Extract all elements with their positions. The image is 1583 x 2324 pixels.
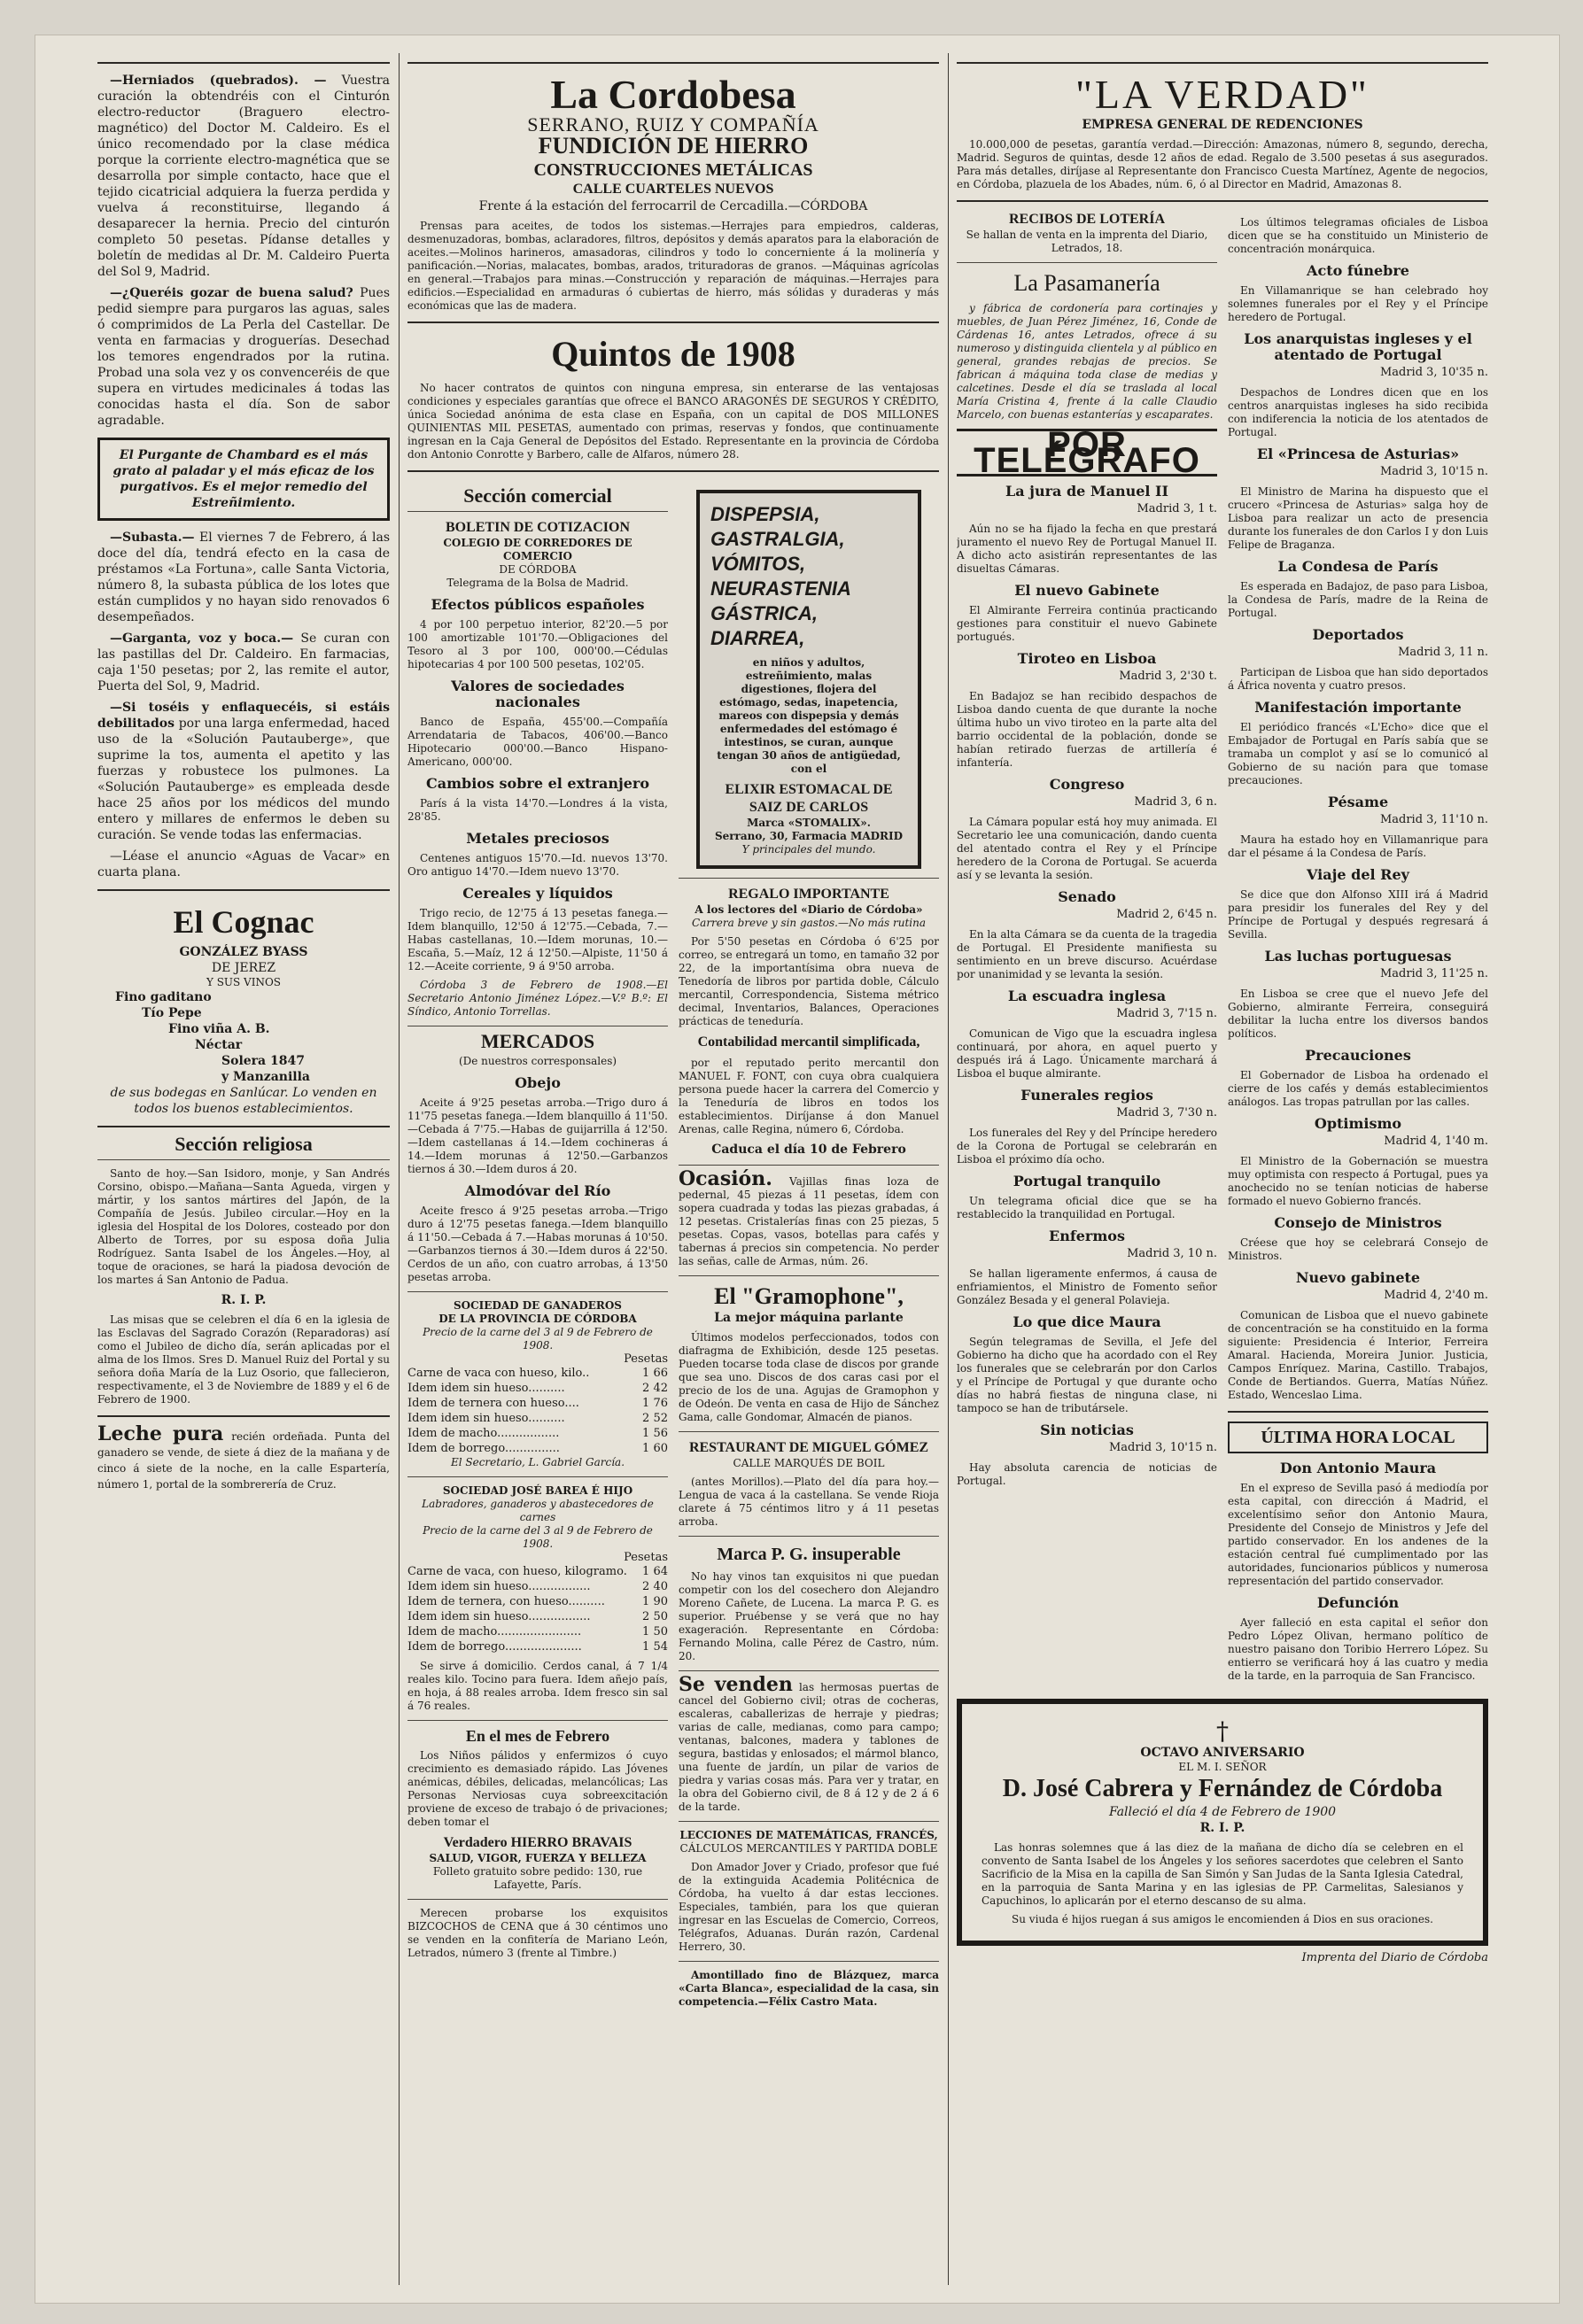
divider xyxy=(407,470,939,472)
price-value: 2 52 xyxy=(642,1412,668,1425)
divider xyxy=(97,1415,390,1417)
price-item: Idem idem sin hueso.......... xyxy=(407,1382,565,1395)
ganaderos-secretario: El Secretario, L. Gabriel García. xyxy=(450,1456,625,1468)
febrero-product: Verdadero HIERRO BRAVAIS xyxy=(443,1835,632,1850)
telegrafo-head: Senado xyxy=(1058,888,1116,905)
price-value: 1 66 xyxy=(642,1367,668,1380)
venden-title: Se venden xyxy=(679,1673,793,1696)
telegrafo-item xyxy=(957,1088,1217,1166)
price-value: 1 50 xyxy=(642,1625,668,1638)
telegrafo-head: Precauciones xyxy=(1305,1047,1411,1064)
divider xyxy=(1228,1411,1488,1413)
telegrafo-text: En Villamanrique se han celebrado hoy solemnes funerales por el Rey y el Príncipe heredero de Portugal. xyxy=(1228,284,1488,323)
price-item: Idem de macho................. xyxy=(407,1427,560,1440)
telegrafo-head: La escuadra inglesa xyxy=(1007,988,1167,1004)
ads-subcolumn xyxy=(679,481,939,2014)
ganaderos-title1: SOCIEDAD DE GANADEROS xyxy=(454,1299,622,1312)
telegrafo-head: Las luchas portuguesas xyxy=(1264,948,1452,964)
loteria-body: Se hallan de venta en la imprenta del Diario, Letrados, 18. xyxy=(966,229,1208,254)
divider xyxy=(407,511,668,512)
vacar-note: —Léase el anuncio «Aguas de Vacar» en cuarta plana. xyxy=(97,849,390,879)
salud-body: Pues pedid siempre para purgaros las aguas, sales ó comprimidos de La Perla del Castellar. De venta en farmacias y droguerías. Desechad los temores engendrados por la rutina. Probad una sola vez y os convenceréis de que supera en virtudes medicinales á todas las conocidas hasta el día. Son de sabor agradable. xyxy=(97,286,390,428)
cambios-body: París á la vista 14'70.—Londres á la vista, 28'85. xyxy=(407,797,668,823)
price-row xyxy=(407,1564,668,1579)
telegrafo-date: Madrid 3, 10 n. xyxy=(1127,1247,1217,1260)
divider xyxy=(407,321,939,323)
left-column xyxy=(97,53,390,2285)
telegrafo-head: Manifestación importante xyxy=(1254,699,1462,716)
mercados-title: MERCADOS xyxy=(480,1030,595,1052)
cognac-list xyxy=(97,989,390,1085)
price-item: Idem de borrego..................... xyxy=(407,1640,582,1654)
telegrafo-item xyxy=(957,988,1217,1081)
cordobesa-body: Prensas para aceites, de todos los sistemas.—Herrajes para empiedros, calderas, desmenuzadoras, bombas, aclaradores, filtros, depósitos y demás aparatos para la elaboración de aceites.—Molinos harineros, amasadoras, cilindros y todo lo concerniente á la molinería y panificación.—Norias, malacates, bombas, arados, trituradoras de granos. —Máquinas agrícolas en general.—Trabajos para minas.—Construcción y reparación de máquinas.—Herrajes para edificios.—Especialidad en armaduras ó cubiertas de hierro, más sólidas y duraderas y más económicas que las de madera. xyxy=(407,220,939,312)
cognac-city: DE JEREZ xyxy=(211,961,276,975)
marca-title: Marca P. G. insuperable xyxy=(717,1545,901,1564)
divider xyxy=(407,1476,668,1477)
leche-title: Leche pura xyxy=(97,1422,224,1445)
cordobesa-line4: Frente á la estación del ferrocarril de Cercadilla.—CÓRDOBA xyxy=(478,199,868,213)
telegrafo-head: El «Princesa de Asturias» xyxy=(1256,445,1460,462)
ocasion-title: Ocasión. xyxy=(679,1167,772,1190)
telegrafo-text: En Lisboa se cree que el nuevo Jefe del Gobierno, almirante Ferreira, conseguirá debilitar la lucha entre los diversos bandos políticos. xyxy=(1228,988,1488,1040)
middle-subcolumns xyxy=(407,481,939,2014)
cognac-wine: Fino gaditano xyxy=(115,990,212,1004)
ganaderos-title2: DE LA PROVINCIA DE CÓRDOBA xyxy=(438,1313,637,1325)
price-value: 1 56 xyxy=(642,1427,668,1440)
venden-body: las hermosas puertas de cancel del Gobierno civil; otras de cocheras, escaleras, caballerizas de herraje y piedras; varias de calle, medianas, como para campo; ventanas, balcones, madera y tablones de segura, bastidas y enlosados; el mármol blanco, una fuente de jardín, un pilar de varios de piedra y varias cosas más. Para ver y tratar, en la obra del Gobierno civil, de 8 á 12 y de 2 á 6 de la tarde. xyxy=(679,1681,939,1813)
colegio-city: DE CÓRDOBA xyxy=(499,563,577,576)
telegrafo-text: El periódico francés «L'Echo» dice que el Embajador de Portugal en París sabía que se tramaba un complot y así se lo comunicó al Gobierno de su nación para que tomase precauciones. xyxy=(1228,721,1488,786)
telegrafo-item xyxy=(957,777,1217,882)
column-rule xyxy=(948,53,949,2285)
telegrafo-head: Congreso xyxy=(1049,776,1125,793)
defuncion-title: Defunción xyxy=(1316,1594,1400,1611)
telegrafo-date: Madrid 3, 2'30 t. xyxy=(1119,670,1217,683)
matematicas-body: Don Amador Jover y Criado, profesor que fué de la extinguida Academia Politécnica de Córdoba, ha vuelto á dar estas lecciones. Especiales, también, para los que quieran ingresar en las Escuelas de Comercio, Correos, Telégrafos, Aduanas. Durán razón, Cardenal Herrero, 30. xyxy=(679,1861,939,1953)
contab-title: Contabilidad mercantil simplificada, xyxy=(697,1034,920,1050)
cordobesa-line2: CONSTRUCCIONES METÁLICAS xyxy=(533,160,813,180)
ultima-hora-title: ÚLTIMA HORA LOCAL xyxy=(1228,1422,1488,1453)
purgante-text: El Purgante de Chambard es el más grato al paladar y el más eficaz de los purgativos. Es el mejor remedio del Estreñimiento. xyxy=(113,448,375,510)
telegrafo-head: Acto fúnebre xyxy=(1307,262,1409,279)
ad-line: GASTRALGIA, xyxy=(710,528,845,550)
telegrafo-right-subcolumn xyxy=(1228,211,1488,1688)
telegrafo-text: Créese que hoy se celebrará Consejo de Ministros. xyxy=(1228,1236,1488,1262)
cognac-foot: de sus bodegas en Sanlúcar. Lo venden en todos los buenos establecimientos. xyxy=(110,1086,377,1116)
telegrafo-text: Es esperada en Badajoz, de paso para Lisboa, la Condesa de París, madre de la Reina de Portugal. xyxy=(1228,580,1488,619)
divider xyxy=(407,1720,668,1721)
restaurant-title: RESTAURANT DE MIGUEL GÓMEZ xyxy=(688,1440,929,1455)
price-row xyxy=(407,1381,668,1396)
religiosa-title: Sección religiosa xyxy=(175,1133,313,1155)
comercial-section xyxy=(407,481,668,2014)
verdad-title: "LA VERDAD" xyxy=(1075,72,1370,117)
cognac-wine: Fino viña A. B. xyxy=(168,1022,270,1036)
telegrafo-head: Deportados xyxy=(1312,626,1404,643)
telegrafo-head: Los anarquistas ingleses y el atentado de Portugal xyxy=(1244,330,1472,363)
telegrafo-date: Madrid 3, 1 t. xyxy=(1137,502,1217,515)
divider xyxy=(679,1961,939,1962)
aniversario-name: D. José Cabrera y Fernández de Córdoba xyxy=(1002,1775,1443,1802)
maura-title: Don Antonio Maura xyxy=(1279,1460,1437,1476)
telegrafo-head: La jura de Manuel II xyxy=(1005,483,1169,500)
herniados-title: —Herniados (quebrados). — xyxy=(110,74,327,88)
tosais-body: por una larga enfermedad, haced uso de la «Solución Pautauberge», que suprime la tos, aumenta el apetito y las fuerzas y robustece los pulmones. La «Solución Pautauberge» es empleada desde hace 25 años por los médicos del mundo entero y millares de enfermos le deben su curación. Se vende todas las enfermacias. xyxy=(97,717,390,842)
regalo-sub: A los lectores del «Diario de Córdoba» xyxy=(695,903,923,916)
divider xyxy=(679,1165,939,1166)
divider xyxy=(679,1275,939,1276)
valores-title: Valores de sociedades nacionales xyxy=(451,678,625,710)
regalo-caduca: Caduca el día 10 de Febrero xyxy=(711,1143,906,1157)
marca-body: No hay vinos tan exquisitos ni que puedan competir con los del cosechero don Alejandro Moreno Cañete, de Lucena. La marca P. G. es superior. Pruébense y se verá que no hay exageración. Representante en Córdoba: Fernando Molina, calle Pérez de Castro, núm. 20. xyxy=(679,1570,939,1662)
metales-body: Centenes antiguos 15'70.—Id. nuevos 13'70. Oro antiguo 14'70.—Idem nuevo 13'70. xyxy=(407,852,668,878)
purgante-ad xyxy=(97,438,390,521)
telegrafo-item xyxy=(957,583,1217,644)
dispepsia-ad xyxy=(696,490,921,869)
telegrafo-head: Funerales regios xyxy=(1020,1087,1153,1104)
telegrafo-date: Madrid 3, 11'10 n. xyxy=(1379,813,1488,826)
middle-column xyxy=(407,53,939,2285)
telegrafo-date: Madrid 4, 2'40 m. xyxy=(1384,1289,1488,1302)
divider xyxy=(957,200,1488,202)
leche-body: recién ordeñada. Punta del ganadero se vende, de siete á diez de la mañana y de cinco á siete de la noche, en la calle Espartería, número 1, portal de la sombrerería de Cruz. xyxy=(97,1430,390,1491)
price-item: Idem idem sin hueso................. xyxy=(407,1580,591,1593)
telegrama-bolsa: Telegrama de la Bolsa de Madrid. xyxy=(446,577,629,589)
rip-body: Las misas que se celebren el día 6 en la iglesia de las Esclavas del Sagrado Corazón (Reparadoras) así como el Jubileo de dicho día, serán aplicadas por el alma de los Ilmos. Sres D. Manuel Ruiz del Portal y su señora doña María de la Luz Osorio, que fallecieron, respectivamente, el 3 de Noviembre de 1889 y el 6 de Febrero de 1900. xyxy=(97,1313,390,1406)
newspaper-page xyxy=(35,35,1559,2303)
telegrafo-item xyxy=(957,1228,1217,1307)
barea-precio: Precio de la carne del 3 al 9 de Febrero de 1908. xyxy=(423,1524,653,1550)
right-column xyxy=(957,53,1488,2285)
ganaderos-precio: Precio de la carne del 3 al 9 de Febrero de 1908. xyxy=(423,1326,653,1352)
febrero-foot: Folleto gratuito sobre pedido: 130, rue Lafayette, París. xyxy=(432,1865,643,1891)
column-rule xyxy=(399,53,400,2285)
telegrafo-head: Optimismo xyxy=(1314,1115,1402,1132)
telegrafo-head: Consejo de Ministros xyxy=(1274,1214,1442,1231)
price-item: Carne de vaca, con hueso, kilogramo. xyxy=(407,1565,627,1578)
price-row xyxy=(407,1426,668,1441)
cambios-title: Cambios sobre el extranjero xyxy=(425,775,650,792)
divider xyxy=(97,889,390,891)
telegrafo-head: Portugal tranquilo xyxy=(1013,1173,1161,1189)
salud-title: —¿Queréis gozar de buena salud? xyxy=(110,286,353,300)
divider xyxy=(679,1821,939,1822)
price-row xyxy=(407,1396,668,1411)
gramophone-body: Últimos modelos perfeccionados, todos con diafragma de Exhibición, desde 125 pesetas. Pueden tocarse toda clase de discos por grande que sea uno. Discos de dos caras casi por el precio de los de una. Agujas de Gramophon y de Odeón. De venta en casa de Hijo de Sánchez Gama, calle Gondomar, Almacén de pianos. xyxy=(679,1331,939,1423)
price-item: Idem idem sin hueso.......... xyxy=(407,1412,565,1425)
price-item: Idem de ternera con hueso.... xyxy=(407,1397,579,1410)
tosais-title: —Si toséis y enflaquecéis, si estáis debilitados xyxy=(97,701,390,731)
obejo-body: Aceite á 9'25 pesetas arroba.—Trigo duro á 11'75 pesetas fanega.—Idem blanquillo á 11'50.—Cebada á 7'75.—Habas de guijarrilla á 12'50.—Idem castellanas á 14.—Idem cochineras á 14.—Idem morunas á 12'50.—Garbanzos tiernos á 30.—Idem duros á 20. xyxy=(407,1096,668,1175)
loteria-title: RECIBOS DE LOTERÍA xyxy=(1008,212,1166,227)
telegrafo-text: Un telegrama oficial dice que se ha restablecido la tranquilidad en Portugal. xyxy=(957,1195,1217,1220)
ad-line: GÁSTRICA, xyxy=(710,602,818,624)
contab-body: por el reputado perito mercantil don MANUEL F. FONT, con cuya obra cualquiera persona puede hacer la carrera del Comercio y la Teneduría de libros en todos los establecimientos. Diríjanse á don Manuel Arenas, calle Regina, número 6, Córdoba. xyxy=(679,1057,939,1135)
religiosa-body: Santo de hoy.—San Isidoro, monje, y San Andrés Corsino, obispo.—Mañana—Santa Agueda, virgen y mártir, y los santos mártires del Japón, de la Compañía de Jesús. Jubileo circular.—Hoy en la iglesia del Hospital de los Dolores, costeado por don Alberto de Torres, por su esposa doña Julia Rodríguez. Santa Isabel de los Ángeles.—Hoy, al toque de oraciones, se hará la piadosa devoción de los martes á San Antonio de Padua. xyxy=(97,1167,390,1286)
restaurant-sub: CALLE MARQUÉS DE BOIL xyxy=(733,1457,885,1469)
cross-icon: † xyxy=(1216,1716,1229,1746)
right-subcolumns xyxy=(957,211,1488,1688)
telegrafo-text: Aún no se ha fijado la fecha en que prestará juramento el nuevo Rey de Portugal Manuel II. A dicho acto asistirán representantes de las disueltas Cámaras. xyxy=(957,523,1217,575)
regalo-note: Carrera breve y sin gastos.—No más rutina xyxy=(691,917,927,929)
price-value: 2 50 xyxy=(642,1610,668,1623)
defuncion-body: Ayer falleció en esta capital el señor don Pedro López Olivan, hermano político de nuestro paisano don Toribio Herrero López. Su entierro se verificará hoy á las cuatro y media de la tarde, en la parroquia de San Francisco. xyxy=(1228,1616,1488,1682)
garganta-title: —Garganta, voz y boca.— xyxy=(110,631,294,646)
cordobesa-line3: CALLE CUARTELES NUEVOS xyxy=(572,182,774,197)
divider xyxy=(679,878,939,879)
price-item: Idem de borrego............... xyxy=(407,1442,560,1455)
divider xyxy=(97,1126,390,1127)
telegrafo-text: Se dice que don Alfonso XIII irá á Madrid para presidir los funerales del Rey y del Príncipe de Portugal y después regresará á Sevilla. xyxy=(1228,888,1488,941)
telegrafo-date: Madrid 3, 11'25 n. xyxy=(1379,967,1488,980)
verdad-sub: EMPRESA GENERAL DE REDENCIONES xyxy=(1082,118,1363,132)
telegrafo-text: En la alta Cámara se da cuenta de la tragedia de Portugal. El Presidente manifiesta su sentimiento en un breve discurso. Acuérdase por unanimidad y se levanta la sesión. xyxy=(957,928,1217,980)
imprenta-line: Imprenta del Diario de Córdoba xyxy=(1301,1951,1488,1964)
telegrafo-item xyxy=(957,484,1217,576)
subasta-title: —Subasta.— xyxy=(110,531,195,545)
cordobesa-firm: SERRANO, RUIZ Y COMPAÑÍA xyxy=(527,113,819,136)
ad-line: NEURASTENIA xyxy=(710,577,851,600)
amontillado-ad: Amontillado fino de Blázquez, marca «Carta Blanca», especialidad de la casa, sin competencia.—Félix Castro Mata. xyxy=(679,1969,939,2008)
subasta-body: El viernes 7 de Febrero, á las doce del día, tendrá efecto en la casa de préstamos «La Fortuna», calle Santa Victoria, número 8, la subasta pública de los lotes que están cumplidos y no hayan sido renovados 6 desempeñados. xyxy=(97,531,390,624)
matematicas-sub: CÁLCULOS MERCANTILES Y PARTIDA DOBLE xyxy=(679,1842,938,1855)
almodovar-body: Aceite fresco á 9'25 pesetas arroba.—Trigo duro á 12'75 pesetas fanega.—Idem blanquillo á 11'50.—Cebada á 7.—Habas morunas á 10'50. —Garbanzos tiernos á 30.—Idem duros á 22'50. Cerdos de un año, con cuatro arrobas, á 13'50 pesetas arroba. xyxy=(407,1205,668,1283)
telegrafo-date: Madrid 3, 6 n. xyxy=(1134,795,1217,809)
rip-heading: R. I. P. xyxy=(221,1293,267,1307)
cognac-wines: Y SUS VINOS xyxy=(206,976,282,988)
divider xyxy=(97,1159,390,1160)
telegrafo-date: Madrid 3, 10'35 n. xyxy=(1379,366,1488,379)
telegrafo-head: Viaje del Rey xyxy=(1307,866,1409,883)
febrero-title: En el mes de Febrero xyxy=(465,1727,610,1745)
ad-line: DIARREA, xyxy=(710,627,805,649)
divider xyxy=(957,262,1217,263)
divider xyxy=(679,1536,939,1537)
telegrafo-text: Los últimos telegramas oficiales de Lisboa dicen que se ha constituido un Ministerio de concentración monárquica. xyxy=(1228,216,1488,255)
garganta-body: Se curan con las pastillas del Dr. Caldeiro. En farmacias, caja 1'50 pesetas; por 2, las remite el autor, Puerta del Sol, 9, Madrid. xyxy=(97,631,390,693)
dispepsia-address: Serrano, 30, Farmacia MADRID xyxy=(714,830,904,842)
barea-title: SOCIEDAD JOSÉ BAREA É HIJO xyxy=(442,1484,633,1497)
barea-extra: Se sirve á domicilio. Cerdos canal, á 7 1/4 reales kilo. Tocino para fuera. Idem añejo país, en hoja, á 88 reales arroba. Idem fresco sin sal á 76 reales. xyxy=(407,1660,668,1712)
telegrafo-date: Madrid 2, 6'45 n. xyxy=(1116,908,1217,921)
telegrafo-item xyxy=(957,651,1217,770)
telegrafo-text: Se hallan ligeramente enfermos, á causa de enfriamientos, el Ministro de Fomento señor González Besada y el general Polavieja. xyxy=(957,1267,1217,1306)
cognac-wine: Solera 1847 xyxy=(221,1054,305,1068)
regalo-body: Por 5'50 pesetas en Córdoba ó 6'25 por correo, se entregará un tomo, en tamaño 32 por 22, de la importantísima obra nueva de Tenedoría de libros por partida doble, Cálculo mercantil, Correspondencia, Sistema métrico decimal, Inventarios, Balances, Operaciones prácticas de teneduría. xyxy=(679,935,939,1027)
gramophone-sub: La mejor máquina parlante xyxy=(714,1311,904,1325)
obejo-title: Obejo xyxy=(515,1074,561,1091)
gramophone-title: El "Gramophone", xyxy=(714,1283,904,1309)
telegrafo-text: Los funerales del Rey y del Príncipe heredero de la Corona de Portugal se celebrarán en Lisboa el próximo día ocho. xyxy=(957,1127,1217,1166)
price-value: 1 54 xyxy=(642,1640,668,1654)
quintos-title: Quintos de 1908 xyxy=(551,334,795,374)
pasamaneria-title: La Pasamanería xyxy=(1013,270,1160,296)
telegrafo-head: Pésame xyxy=(1327,794,1389,810)
dispepsia-brand: Marca «STOMALIX». xyxy=(747,817,871,829)
efectos-body: 4 por 100 perpetuo interior, 82'20.—5 por 100 amortizable 101'70.—Obligaciones del Tesoro al 3 por 100, 000'00.—Cédulas hipotecarias 4 por 100 500 pesetas, 102'05. xyxy=(407,618,668,670)
valores-body: Banco de España, 455'00.—Compañía Arrendataria de Tabacos, 406'00.—Banco Hipotecario 000'00.—Banco Hispano-Americano, 000'00. xyxy=(407,716,668,768)
price-row xyxy=(407,1441,668,1456)
price-row xyxy=(407,1609,668,1624)
ocasion-body: Vajillas finas loza de pedernal, 45 piezas á 11 pesetas, ídem con sopera cuadrada y todas las piezas grabadas, á 12 pesetas. Cristalerías finas con 25 piezas, 5 pesetas. Copas, vasos, botellas para cafés y tabernas á precios sin competencia. No perder las señas, calle de Armas, núm. 26. xyxy=(679,1175,939,1267)
price-value: 1 90 xyxy=(642,1595,668,1608)
divider xyxy=(97,62,390,64)
telegrafo-text: El Ministro de la Gobernación se muestra muy optimista con respecto á Portugal, pues ya anochecido no se tenían noticias de haberse formado el nuevo Gobierno francés. xyxy=(1228,1155,1488,1207)
maura-body: En el expreso de Sevilla pasó á mediodía por esta capital, con dirección á Madrid, el excelentísimo señor don Antonio Maura, Presidente del Consejo de Ministros y Jefe del partido conservador. En los andenes de la estación central fué cumplimentado por las autoridades, funcionarios públicos y numerosa representación del partido conservador. xyxy=(1228,1482,1488,1587)
telegrafo-head: Nuevo gabinete xyxy=(1295,1269,1421,1286)
divider xyxy=(679,1670,939,1671)
cereales-body: Trigo recio, de 12'75 á 13 pesetas fanega.—Idem blanquillo, 12'50 á 12'75.—Cebada, 7.—Habas castellanas, 10.—Idem morunas, 10.—Escaña, 5.—Maíz, 12 á 12'50.—Alpiste, 11'50 á 12.—Aceite corriente, 9 á 9'50 arroba. xyxy=(407,907,668,972)
aniversario-honor: EL M. I. SEÑOR xyxy=(1178,1761,1267,1773)
barea-sub: Labradores, ganaderos y abastecedores de carnes xyxy=(422,1498,654,1523)
restaurant-body: (antes Morillos).—Plato del día para hoy.—Lengua de vaca á la castellana. Se vende Rioja clarete á 75 céntimos litro y á 11 pesetas arroba. xyxy=(679,1476,939,1528)
telegrafo-date: Madrid 3, 10'15 n. xyxy=(1108,1441,1217,1454)
divider xyxy=(957,62,1488,64)
price-row xyxy=(407,1624,668,1639)
price-value: 1 64 xyxy=(642,1565,668,1578)
aniversario-body: Las honras solemnes que á las diez de la mañana de dicho día se celebren en el convento de Santa Isabel de los Ángeles y los señores sacerdotes que celebren el Santo Sacrificio de la Misa en la capilla de San Simón y San Judas de la Santa Iglesia Catedral, en la parroquia de Santa Marina y en las iglesias de PP. Carmelitas, Salesianos y Capuchinos, lo aplicarán por el eterno descanso de su alma. xyxy=(982,1841,1463,1907)
mercados-corr: (De nuestros corresponsales) xyxy=(458,1055,617,1067)
cordobesa-title: La Cordobesa xyxy=(550,72,796,117)
price-item: Idem de ternera, con hueso.......... xyxy=(407,1595,605,1608)
telegrafo-text: Despachos de Londres dicen que en los centros anarquistas ingleses ha sido recibida con indiferencia la noticia de los atentados de Portugal. xyxy=(1228,386,1488,438)
price-row xyxy=(407,1594,668,1609)
price-item: Carne de vaca con hueso, kilo.. xyxy=(407,1367,590,1380)
regalo-title: REGALO IMPORTANTE xyxy=(728,887,889,902)
divider xyxy=(407,1291,668,1292)
cognac-wine: Tío Pepe xyxy=(142,1006,202,1020)
price-value: 2 42 xyxy=(642,1382,668,1395)
divider xyxy=(407,62,939,64)
telegrafo-date: Madrid 3, 11 n. xyxy=(1398,646,1488,659)
barea-pesetas: Pesetas xyxy=(624,1551,668,1564)
dispepsia-foot: Y principales del mundo. xyxy=(741,843,876,856)
dispepsia-product: ELIXIR ESTOMACAL DE SAIZ DE CARLOS xyxy=(725,782,893,815)
price-value: 2 40 xyxy=(642,1580,668,1593)
colegio-title: COLEGIO DE CORREDORES DE COMERCIO xyxy=(443,537,632,562)
dispepsia-body: en niños y adultos, estreñimiento, malas digestiones, flojera del estómago, sedas, inapetencia, mareos con dispepsia y demás enfermedades del estómago é intestinos, se curan, aunque tengan 30 años de antigüedad, con el xyxy=(717,656,901,775)
comercial-title: Sección comercial xyxy=(463,484,612,507)
divider xyxy=(679,1431,939,1432)
cognac-wine: y Manzanilla xyxy=(221,1070,310,1084)
cereales-title: Cereales y líquidos xyxy=(462,885,613,902)
telegrafo-item xyxy=(957,1314,1217,1415)
telegrafo-subcolumn xyxy=(957,211,1217,1688)
comercial-firma: Córdoba 3 de Febrero de 1908.—El Secretario Antonio Jiménez López.—V.º B.º: El Síndico, Antonio Torrellas. xyxy=(407,979,668,1018)
febrero-body: Los Niños pálidos y enfermizos ó cuyo crecimiento es demasiado rápido. Las Jóvenes anémicas, débiles, delicadas, melancólicas; Las Personas Nerviosas cuya sobreexcitación proviene de exceso de trabajo ó de privaciones; deben tomar el xyxy=(407,1749,668,1828)
telegrafo-item xyxy=(957,1174,1217,1221)
aniversario-foot: Su viuda é hijos ruegan á sus amigos le encomienden á Dios en sus oraciones. xyxy=(1012,1913,1433,1925)
price-row xyxy=(407,1639,668,1654)
telegrafo-date: Madrid 3, 7'30 n. xyxy=(1116,1106,1217,1119)
price-item: Idem idem sin hueso................. xyxy=(407,1610,591,1623)
telegrafo-date: Madrid 3, 10'15 n. xyxy=(1379,465,1488,478)
quintos-body: No hacer contratos de quintos con ninguna empresa, sin enterarse de las ventajosas condiciones y especiales garantías que ofrece el BANCO ARAGONÉS DE SEGUROS Y CRÉDITO, única Sociedad anónima de esta clase en España, con un capital de DOS MILLONES QUINIENTAS MIL PESETAS, aumentado con primas, reservas y fondos, que continuamente ingresan en la Caja General de Depósitos del Estado. Representante en la provincia de Córdoba don Antonio Conrotte y Barbero, calle de Alfaros, número 28. xyxy=(407,382,939,461)
telegrafo-date: Madrid 3, 7'15 n. xyxy=(1116,1007,1217,1020)
boletin-title: BOLETIN DE COTIZACION xyxy=(445,520,631,535)
telegrafo-head: Lo que dice Maura xyxy=(1013,1313,1161,1330)
price-row xyxy=(407,1366,668,1381)
telegrafo-head: Sin noticias xyxy=(1040,1422,1134,1438)
pasamaneria-body: y fábrica de cordonería para cortinajes y muebles, de Juan Pérez Jiménez, 16, Conde de Cárdenas 16, antes Letrados, ofrece á su numeroso y distinguida clientela y al público en general, grandes rebajas de precios. Se fabrican á máquina toda clase de medias y calcetines. Desde el día se traslada al local María Cristina 4, frente á la calle Claudio Marcelo, con buenas estanterías y escaparates. xyxy=(957,302,1217,421)
aniversario-died: Falleció el día 4 de Febrero de 1900 xyxy=(1108,1805,1337,1819)
price-value: 1 60 xyxy=(642,1442,668,1455)
aniversario-notice xyxy=(957,1699,1488,1946)
price-row xyxy=(407,1579,668,1594)
telegrafo-head: La Condesa de París xyxy=(1277,558,1439,575)
matematicas-title: LECCIONES DE MATEMÁTICAS, FRANCÉS, xyxy=(679,1829,938,1841)
verdad-body: 10.000,000 de pesetas, garantía verdad.—Dirección: Amazonas, número 8, segundo, derecha, Madrid. Seguros de quintas, desde 12 años de edad. Regalo de 3.500 pesetas á sus asegurados. Para más detalles, diríjase al Representante don Francisco Cuesta Martínez, Agente de negocios, en Córdoba, plazuela de los Abades, núm. 6, ó al Director en Madrid, Amazonas 8. xyxy=(957,138,1488,190)
telegrafo-text: La Cámara popular está hoy muy animada. El Secretario lee una comunicación, dando cuenta del atentado contra el Rey y el Príncipe heredero de la Corona de Portugal. Se acuerda así y se levanta la sesión. xyxy=(957,816,1217,881)
telegrafo-text: En Badajoz se han recibido despachos de Lisboa dando cuenta de que durante la noche última hubo un vivo tiroteo en la parte alta del barrio occidental de la población, donde se habían retirado fuerzas de artillería é infantería. xyxy=(957,690,1217,769)
cognac-title: El Cognac xyxy=(173,904,314,940)
price-item: Idem de macho....................... xyxy=(407,1625,582,1638)
telegrafo-head: El nuevo Gabinete xyxy=(1014,582,1160,599)
ganaderos-pesetas: Pesetas xyxy=(624,1352,668,1366)
almodovar-title: Almodóvar del Río xyxy=(464,1182,611,1199)
price-row xyxy=(407,1411,668,1426)
telegrafo-text: Comunican de Lisboa que el nuevo gabinete de concentración se ha constituido en la forma siguiente: Presidencia é Interior, Ferreira Amaral. Hacienda, Moreira Junior. Justicia, Campos Enríquez. Marina, Castillo. Trabajos, Conde de Bertiandos. Guerra, Matías Núñez. Estado, Wenceslao Lima. xyxy=(1228,1309,1488,1401)
telegrafo-text: Hay absoluta carencia de noticias de Portugal. xyxy=(957,1461,1217,1487)
telegrafo-text: Según telegramas de Sevilla, el Jefe del Gobierno ha dicho que ha acordado con el Rey los funerales que se celebrarán por don Carlos y el Príncipe de Portugal y que durante ocho días no habrá fiestas de ninguna clase, ni tampoco se han de tributársele. xyxy=(957,1336,1217,1414)
price-value: 1 76 xyxy=(642,1397,668,1410)
telegrafo-item xyxy=(957,1422,1217,1488)
cognac-maker: GONZÁLEZ BYASS xyxy=(179,945,308,959)
telegrafo-text: Comunican de Vigo que la escuadra inglesa continuará, por ahora, en aquel puerto y después irá á Lago. Únicamente marchará á Lisboa el buque almirante. xyxy=(957,1027,1217,1080)
telegrafo-head: Tiroteo en Lisboa xyxy=(1017,650,1157,667)
telegrafo-text: El Gobernador de Lisboa ha ordenado el cierre de los cafés y demás establecimientos análogos. Las tropas patrullan por las calles. xyxy=(1228,1069,1488,1108)
metales-title: Metales preciosos xyxy=(466,830,609,847)
telegrafo-title: POR TELÉGRAFO xyxy=(957,429,1217,476)
telegrafo-text: El Ministro de Marina ha dispuesto que el crucero «Princesa de Asturias» salga hoy de Lisboa para realizar un acto de presencia durante los funerales de don Carlos I y don Luis Felipe de Braganza. xyxy=(1228,485,1488,551)
telegrafo-text: Maura ha estado hoy en Villamanrique para dar el pésame á la Condesa de París. xyxy=(1228,833,1488,859)
telegrafo-head: Enfermos xyxy=(1049,1228,1125,1244)
cordobesa-line1: FUNDICIÓN DE HIERRO xyxy=(538,133,809,159)
telegrafo-text: El Almirante Ferreira continúa practicando gestiones para constituir el nuevo Gabinete portugués. xyxy=(957,604,1217,643)
telegrafo-date: Madrid 4, 1'40 m. xyxy=(1384,1135,1488,1148)
aniversario-rip: R. I. P. xyxy=(1199,1821,1245,1835)
telegrafo-text: Participan de Lisboa que han sido deportados á África noventa y cuatro presos. xyxy=(1228,666,1488,692)
divider xyxy=(407,1899,668,1900)
ad-line: DISPEPSIA, xyxy=(710,503,820,525)
bizcochos-ad: Merecen probarse los exquisitos BIZCOCHOS de CENA que á 30 céntimos uno se venden en la confitería de Mariano León, Letrados, número 3 (frente al Timbre.) xyxy=(407,1907,668,1959)
herniados-body: Vuestra curación la obtendréis con el Cinturón electro-reductor (Braguero electro-magnético) del Doctor M. Caldeiro. Es el único recomendado por la clase médica porque la corriente electro-magnética que se desarrolla por simple contacto, hace que el tejido cicatricial adquiera la fuerza perdida y vuelva á reconstituirse, llegando á desaparecer la hernia. Precio del cinturón completo 50 pesetas. Pídanse detalles y boletín de medidas al Dr. M. Caldeiro Puerta del Sol 9, Madrid. xyxy=(97,74,390,279)
efectos-title: Efectos públicos españoles xyxy=(431,596,645,613)
telegrafo-item xyxy=(957,889,1217,981)
cognac-wine: Néctar xyxy=(195,1038,243,1052)
ad-line: VÓMITOS, xyxy=(710,553,806,575)
febrero-slogan: SALUD, VIGOR, FUERZA Y BELLEZA xyxy=(429,1852,647,1864)
aniversario-title: OCTAVO ANIVERSARIO xyxy=(1140,1746,1305,1760)
